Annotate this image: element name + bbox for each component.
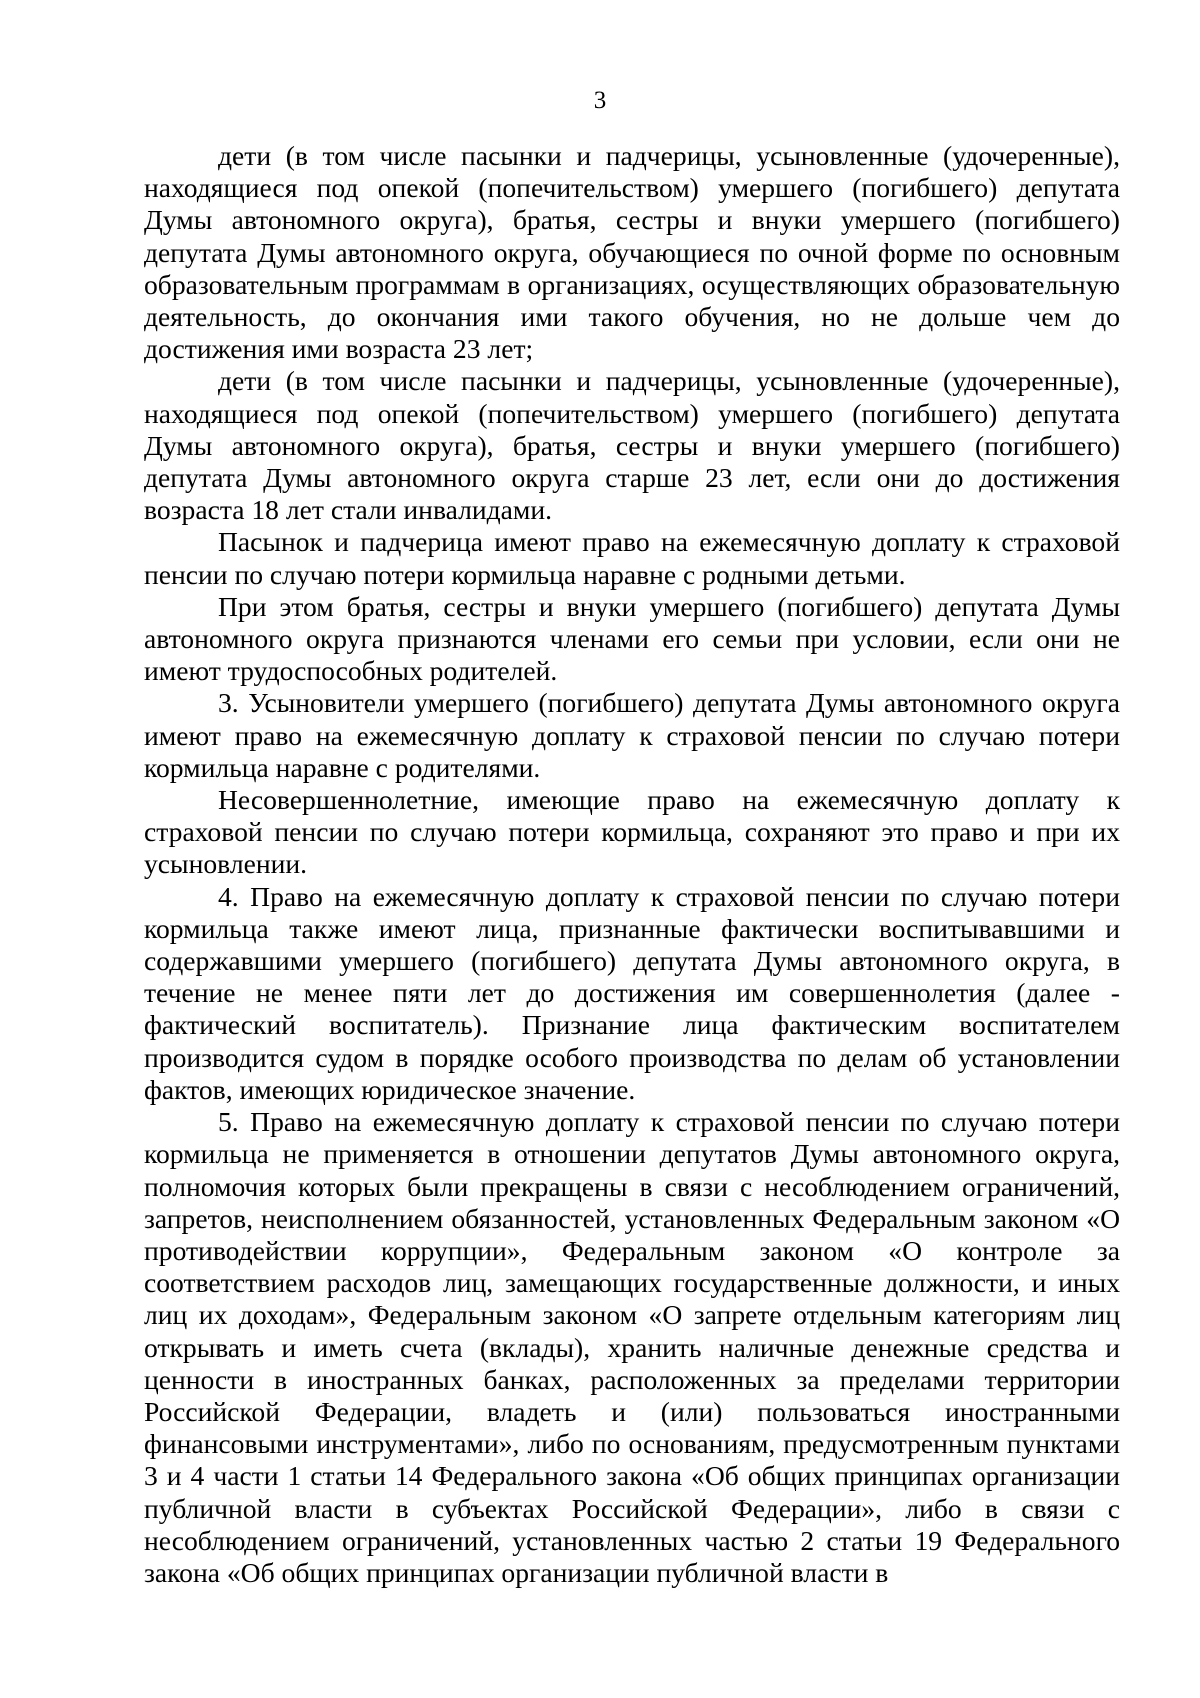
paragraph-item-5-exclusions: 5. Право на ежемесячную доплату к страховой пенсии по случаю потери кормильца не применяется в отношении депутатов Думы автономного округа, полномочия которых были прекращены в связи с несоблюдением ограничений, запретов, неисполнением обязанностей, установленных Федеральным законом «О противодействии коррупции», Федеральным законом «О контроле за соответствием расходов лиц, замещающих государственные должности, и иных лиц их доходам», Федеральным законом «О запрете отдельным категориям лиц открывать и иметь счета (вклады), хранить наличные денежные средства и ценности в иностранных банках, расположенных за пределами территории Российской Федерации, владеть и (или) пользоваться иностранными финансовыми инструментами», либо по основаниям, предусмотренным пунктами 3 и 4 части 1 статьи 14 Федерального закона «Об общих принципах организации публичной власти в субъектах Российской Федерации», либо в связи с несоблюдением ограничений, установленных частью 2 статьи 19 Федерального закона «Об общих принципах организации публичной власти в [144,1106,1120,1588]
document-body [144,140,1120,1589]
paragraph-siblings-grandchildren: При этом братья, сестры и внуки умершего (погибшего) депутата Думы автономного округа признаются членами его семьи при условии, если они не имеют трудоспособных родителей. [144,590,1120,687]
paragraph-item-4-actual-guardian: 4. Право на ежемесячную доплату к страховой пенсии по случаю потери кормильца также имеют лица, признанные фактически воспитывавшими и содержавшими умершего (погибшего) депутата Думы автономного округа, в течение не менее пяти лет до достижения им совершеннолетия (далее - фактический воспитатель). Признание лица фактическим воспитателем производится судом в порядке особого производства по делам об установлении фактов, имеющих юридическое значение. [144,880,1120,1105]
page-number: 3 [593,87,607,114]
paragraph-children-disabled: дети (в том числе пасынки и падчерицы, усыновленные (удочеренные), находящиеся под опекой (попечительством) умершего (погибшего) депутата Думы автономного округа), братья, сестры и внуки умершего (погибшего) депутата Думы автономного округа старше 23 лет, если они до достижения возраста 18 лет стали инвалидами. [144,365,1120,526]
paragraph-minors-adoption: Несовершеннолетние, имеющие право на ежемесячную доплату к страховой пенсии по случаю потери кормильца, сохраняют это право и при их усыновлении. [144,784,1120,880]
paragraph-item-3-adopters: 3. Усыновители умершего (погибшего) депутата Думы автономного округа имеют право на ежемесячную доплату к страховой пенсии по случаю потери кормильца наравне с родителями. [144,687,1120,783]
paragraph-children-students: дети (в том числе пасынки и падчерицы, усыновленные (удочеренные), находящиеся под опекой (попечительством) умершего (погибшего) депутата Думы автономного округа), братья, сестры и внуки умершего (погибшего) депутата Думы автономного округа, обучающиеся по очной форме по основным образовательным программам в организациях, осуществляющих образовательную деятельность, до окончания ими такого обучения, но не дольше чем до достижения ими возраста 23 лет; [144,140,1120,365]
paragraph-stepchildren: Пасынок и падчерица имеют право на ежемесячную доплату к страховой пенсии по случаю потери кормильца наравне с родными детьми. [144,526,1120,590]
